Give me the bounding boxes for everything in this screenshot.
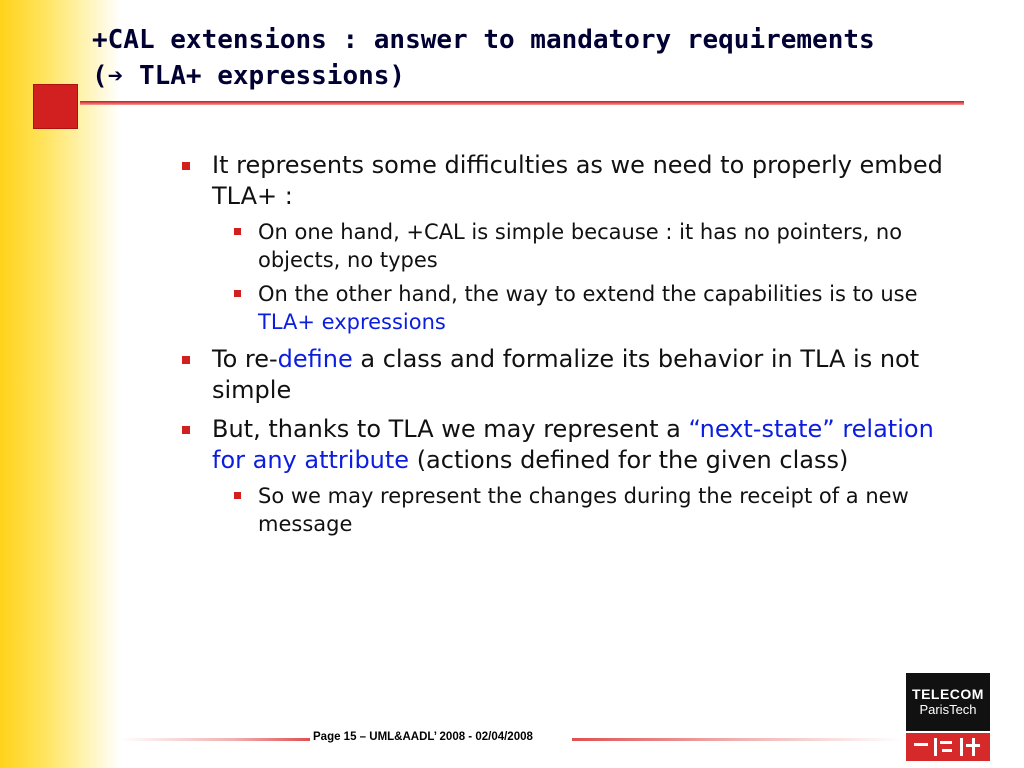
bullet-square-icon (182, 356, 190, 364)
bullet-1-2 (178, 280, 958, 336)
telecom-paristech-logo (906, 673, 990, 761)
bullet-1-2-highlight: TLA+ expressions (258, 310, 446, 334)
title-line-1: +CAL extensions : answer to mandatory requirements (92, 25, 875, 55)
bullet-square-icon (234, 228, 241, 235)
bullet-2-text-pre: To re- (212, 345, 278, 373)
bullet-2-highlight: define (277, 345, 353, 373)
footer-rule-left (120, 738, 310, 741)
bullet-3 (178, 414, 958, 476)
slide-title (92, 22, 1002, 94)
title-line-2: (➔ TLA+ expressions) (92, 61, 406, 91)
bullet-1 (178, 150, 958, 212)
bullet-1-1-text: On one hand, +CAL is simple because : it has no pointers, no objects, no types (258, 220, 903, 272)
bullet-1-1 (178, 218, 958, 274)
bullet-1-text: It represents some difficulties as we need to properly embed TLA+ : (212, 151, 943, 210)
footer-rule-right (572, 738, 902, 741)
footer-page-info: Page 15 – UML&AADL’ 2008 - 02/04/2008 (313, 731, 533, 743)
bullet-2 (178, 344, 958, 406)
bullet-3-highlight: “next-state” relation for any attribute (212, 415, 934, 474)
bullet-3-1-text: So we may represent the changes during the receipt of a new message (258, 484, 909, 536)
logo-line-1: TELECOM (912, 686, 984, 702)
logo-line-2: ParisTech (919, 702, 977, 717)
title-underline (80, 101, 964, 105)
bullet-1-2-text: On the other hand, the way to extend the capabilities is to use (258, 282, 918, 306)
bullet-3-text-post: (actions defined for the given class) (409, 446, 849, 474)
title-accent-square (33, 84, 78, 129)
bullet-2-text-post: a class and formalize its behavior in TLA is not simple (212, 345, 920, 404)
logo-wordmark (906, 673, 990, 731)
bullet-square-icon (234, 290, 241, 297)
bullet-3-text-pre: But, thanks to TLA we may represent a (212, 415, 689, 443)
logo-seal-icon (906, 733, 990, 761)
bullet-square-icon (234, 492, 241, 499)
slide-body (178, 150, 958, 538)
bullet-3-1 (178, 482, 958, 538)
bullet-square-icon (182, 426, 190, 434)
bullet-square-icon (182, 162, 190, 170)
